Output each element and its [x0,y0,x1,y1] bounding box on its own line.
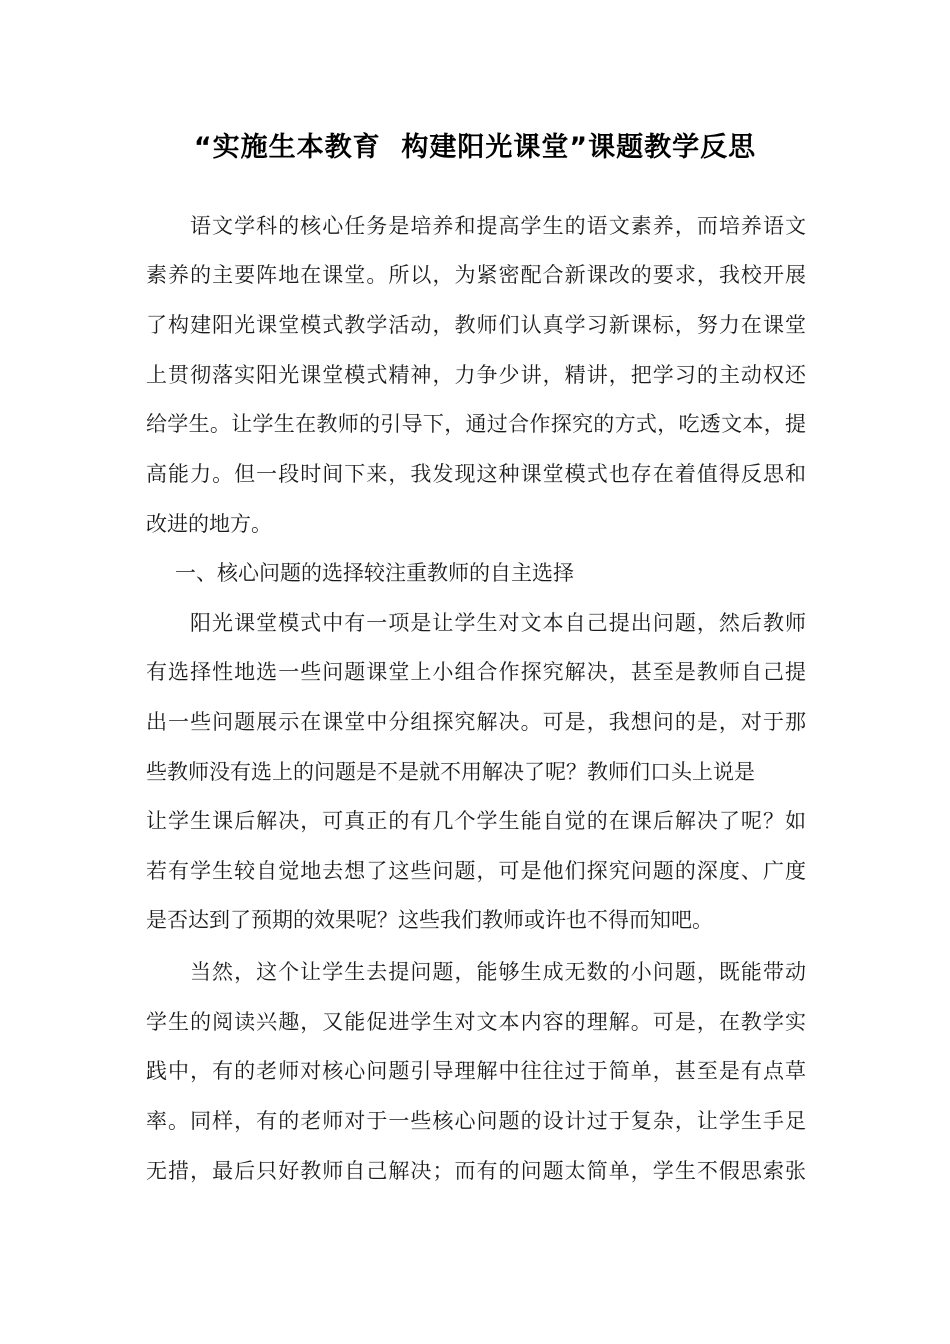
paragraph-2-line: 些教师没有选上的问题是不是就不用解决了呢？教师们口头上说是 [146,760,755,784]
document-title: “实施生本教育 构建阳光课堂”课题教学反思 [193,132,757,163]
paragraph-2-line: 阳光课堂模式中有一项是让学生对文本自己提出问题，然后教师 [190,611,806,635]
paragraph-2-line: 让学生课后解决，可真正的有几个学生能自觉的在课后解决了呢？如 [146,809,806,833]
paragraph-1-line: 给学生。让学生在教师的引导下，通过合作探究的方式，吃透文本，提 [146,412,806,436]
paragraph-3-line: 无措，最后只好教师自己解决；而有的问题太简单，学生不假思索张 [146,1159,806,1183]
paragraph-1-line: 语文学科的核心任务是培养和提高学生的语文素养，而培养语文 [190,214,806,238]
paragraph-3-line: 践中，有的老师对核心问题引导理解中往往过于简单，甚至是有点草 [146,1059,806,1083]
paragraph-1-line: 高能力。但一段时间下来，我发现这种课堂模式也存在着值得反思和 [146,462,806,486]
paragraph-3-line: 学生的阅读兴趣，又能促进学生对文本内容的理解。可是，在教学实 [146,1010,806,1034]
paragraph-2-line: 有选择性地选一些问题课堂上小组合作探究解决，甚至是教师自己提 [146,660,806,684]
paragraph-1-line: 了构建阳光课堂模式教学活动，教师们认真学习新课标，努力在课堂 [146,313,806,337]
paragraph-2-line: 若有学生较自觉地去想了这些问题，可是他们探究问题的深度、广度 [146,859,806,883]
paragraph-3-line: 当然，这个让学生去提问题，能够生成无数的小问题，既能带动 [190,960,806,984]
paragraph-1-line: 上贯彻落实阳光课堂模式精神，力争少讲，精讲，把学习的主动权还 [146,363,806,387]
paragraph-1-line: 素养的主要阵地在课堂。所以，为紧密配合新课改的要求，我校开展 [146,263,806,287]
section-heading-1: 一、核心问题的选择较注重教师的自主选择 [175,561,574,585]
paragraph-1-line: 改进的地方。 [146,512,272,536]
paragraph-3-line: 率。同样，有的老师对于一些核心问题的设计过于复杂，让学生手足 [146,1109,806,1133]
paragraph-2-line: 是否达到了预期的效果呢？这些我们教师或许也不得而知吧。 [146,908,713,932]
paragraph-2-line: 出一些问题展示在课堂中分组探究解决。可是，我想问的是，对于那 [146,710,806,734]
